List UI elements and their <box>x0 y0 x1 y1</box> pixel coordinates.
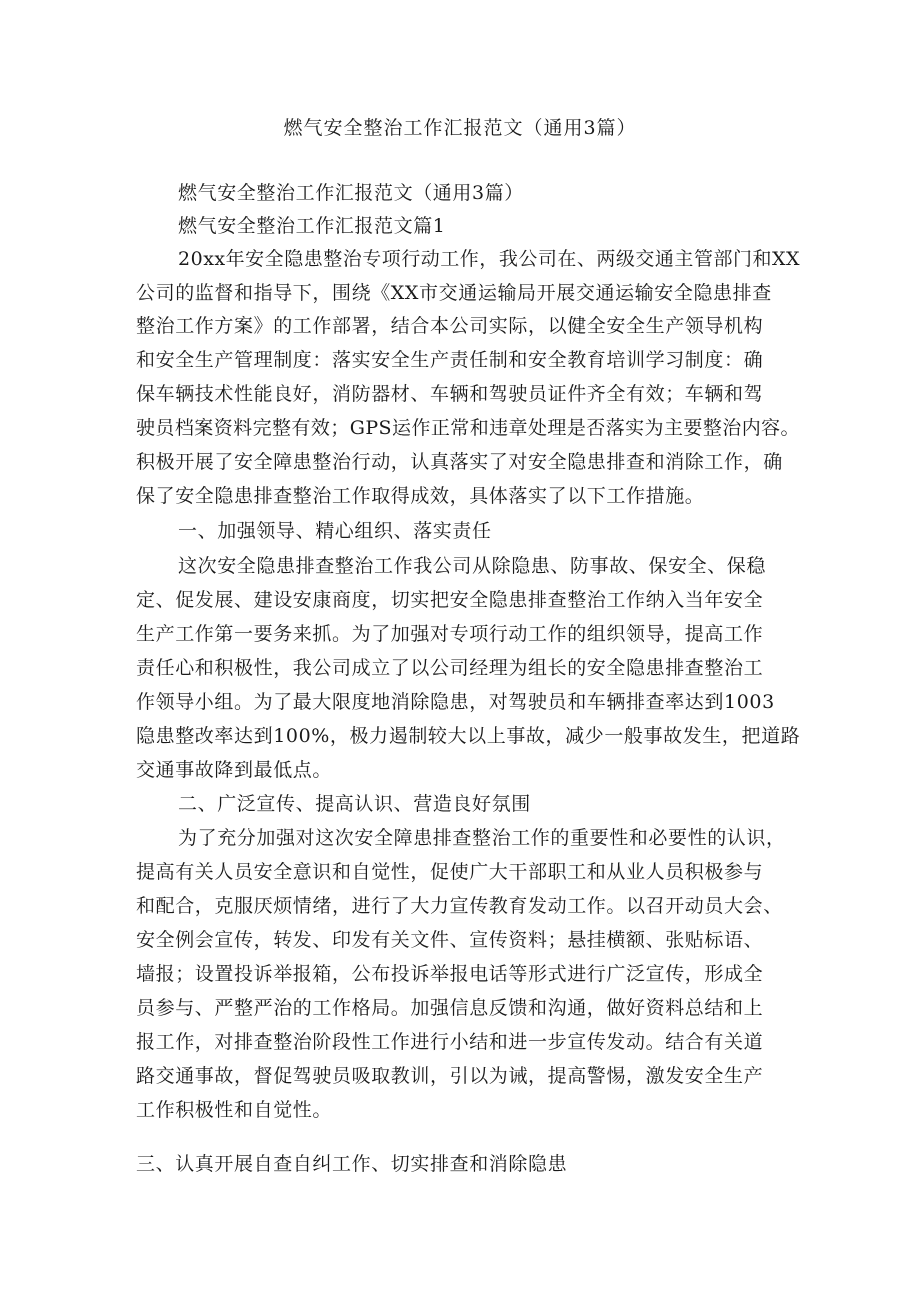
paragraph-line: 隐患整改率达到100%，极力遏制较大以上事故，减少一般事故发生，把道路 <box>136 725 801 747</box>
paragraph-line: 和安全生产管理制度：落实安全生产责任制和安全教育培训学习制度：确 <box>136 349 764 371</box>
paragraph-line: 员参与、严整严治的工作格局。加强信息反馈和沟通，做好资料总结和上 <box>136 997 764 1019</box>
document-subtitle: 燃气安全整治工作汇报范文（通用3篇） <box>178 182 524 204</box>
section-heading: 二、广泛宣传、提高认识、营造良好氛围 <box>178 793 531 815</box>
paragraph-line: 保了安全隐患排查整治工作取得成效，具体落实了以下工作措施。 <box>136 485 705 507</box>
paragraph-line: 公司的监督和指导下，围绕《XX市交通运输局开展交通运输安全隐患排查 <box>136 282 772 304</box>
paragraph-line: 安全例会宣传，转发、印发有关文件、宣传资料；悬挂横额、张贴标语、 <box>136 929 764 951</box>
paragraph-line: 保车辆技术性能良好，消防器材、车辆和驾驶员证件齐全有效；车辆和驾 <box>136 383 764 405</box>
paragraph-line: 交通事故降到最低点。 <box>136 759 333 781</box>
paragraph-line: 整治工作方案》的工作部署，结合本公司实际，以健全安全生产领导机构 <box>136 315 764 337</box>
paragraph-line: 驶员档案资料完整有效；GPS运作正常和违章处理是否落实为主要整治内容。 <box>136 417 800 439</box>
paragraph-line: 定、促发展、建设安康商度，切实把安全隐患排查整治工作纳入当年安全 <box>136 589 764 611</box>
paragraph-line: 工作积极性和自觉性。 <box>136 1099 333 1121</box>
paragraph-line: 路交通事故，督促驾驶员吸取教训，引以为诫，提高警惕，激发安全生产 <box>136 1065 764 1087</box>
paragraph-line: 生产工作第一要务来抓。为了加强对专项行动工作的组织领导，提高工作 <box>136 623 764 645</box>
paragraph-line: 墙报；设置投诉举报箱，公布投诉举报电话等形式进行广泛宣传，形成全 <box>136 963 764 985</box>
section-heading: 一、加强领导、精心组织、落实责任 <box>178 520 492 542</box>
paragraph-line: 报工作，对排查整治阶段性工作进行小结和进一步宣传发动。结合有关道 <box>136 1031 764 1053</box>
paragraph-line: 责任心和积极性，我公司成立了以公司经理为组长的安全隐患排查整治工 <box>136 657 764 679</box>
document-title: 燃气安全整治工作汇报范文（通用3篇） <box>283 117 637 139</box>
section-heading: 三、认真开展自查自纠工作、切实排查和消除隐患 <box>136 1153 568 1175</box>
paragraph-line: 和配合，克服厌烦情绪，进行了大力宣传教育发动工作。以召开动员大会、 <box>136 895 783 917</box>
paragraph-line: 作领导小组。为了最大限度地消除隐患，对驾驶员和车辆排查率达到1003 <box>136 691 775 713</box>
article-heading: 燃气安全整治工作汇报范文篇1 <box>178 215 446 237</box>
paragraph-line: 这次安全隐患排查整治工作我公司从除隐患、防事故、保安全、保稳 <box>178 555 767 577</box>
paragraph-line: 20xx年安全隐患整治专项行动工作，我公司在、两级交通主管部门和XX <box>178 248 801 270</box>
paragraph-line: 积极开展了安全障患整治行动，认真落实了对安全隐患排查和消除工作，确 <box>136 451 783 473</box>
paragraph-line: 提高有关人员安全意识和自觉性，促使广大干部职工和从业人员积极参与 <box>136 861 764 883</box>
paragraph-line: 为了充分加强对这次安全障患排查整治工作的重要性和必要性的认识， <box>178 827 786 849</box>
